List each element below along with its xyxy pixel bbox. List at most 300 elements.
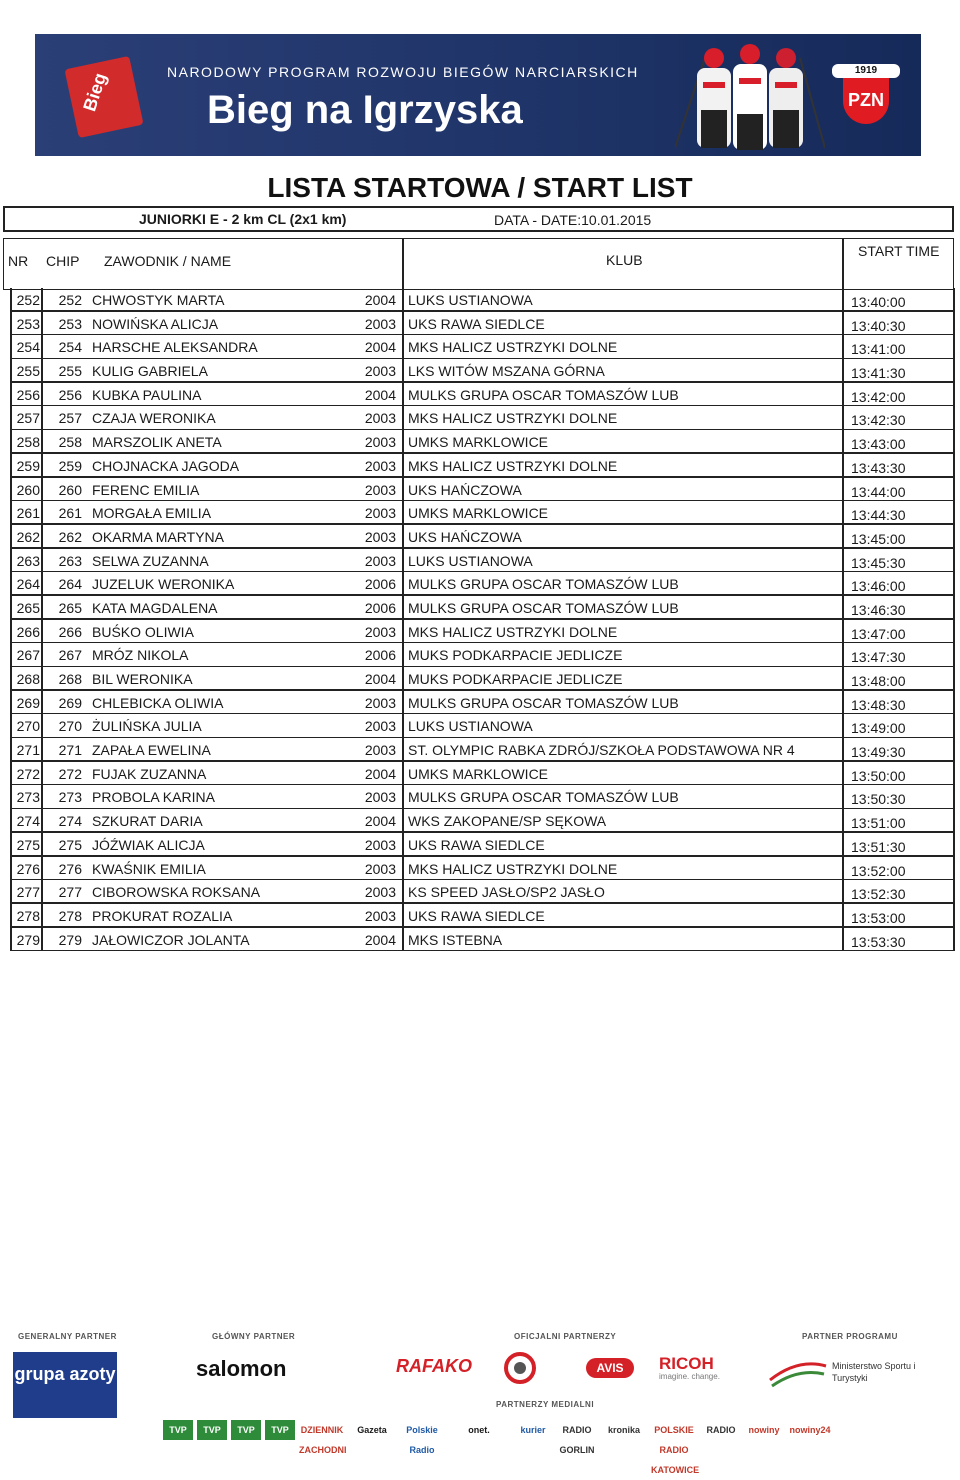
ministry-swoosh-icon xyxy=(768,1356,828,1390)
cell-name: FUJAK ZUZANNA xyxy=(92,765,207,782)
cell-club: UMKS MARKLOWICE xyxy=(408,434,549,451)
cell-name: JÓŹWIAK ALICJA xyxy=(92,836,205,853)
row-divider xyxy=(41,383,43,407)
media-partner-logo: kronika xyxy=(607,1425,640,1435)
cell-nr: 275 xyxy=(16,836,40,853)
row-divider xyxy=(402,762,404,786)
cell-nr: 252 xyxy=(16,292,40,308)
cell-nr: 264 xyxy=(16,576,40,593)
cell-name: MORGAŁA EMILIA xyxy=(92,505,212,522)
row-divider xyxy=(402,857,404,881)
table-row xyxy=(0,383,960,407)
cell-nr: 258 xyxy=(16,434,40,451)
row-divider xyxy=(842,928,844,952)
cell-year: 2003 xyxy=(364,315,396,332)
row-divider xyxy=(41,738,43,762)
cell-year: 2003 xyxy=(364,434,396,451)
row-divider xyxy=(953,383,955,407)
cell-club: UKS RAWA SIEDLCE xyxy=(408,836,545,853)
cell-year: 2003 xyxy=(364,505,396,522)
cell-year: 2003 xyxy=(364,694,396,711)
cell-chip: 271 xyxy=(58,742,82,759)
cell-club: MKS HALICZ USTRZYKI DOLNE xyxy=(408,410,618,427)
cell-year: 2004 xyxy=(364,339,396,356)
row-divider xyxy=(402,454,404,478)
cell-year: 2003 xyxy=(364,623,396,640)
row-divider xyxy=(953,785,955,809)
category-label: JUNIORKI E - 2 km CL (2x1 km) xyxy=(139,211,347,227)
row-divider xyxy=(41,904,43,928)
cell-name: ŻULIŃSKA JULIA xyxy=(92,718,202,735)
cell-year: 2003 xyxy=(364,410,396,427)
cell-name: JUZELUK WERONIKA xyxy=(92,576,235,593)
row-divider xyxy=(41,430,43,454)
row-divider xyxy=(41,928,43,952)
row-divider xyxy=(953,430,955,454)
row-divider xyxy=(953,572,955,596)
row-divider xyxy=(402,430,404,454)
cell-chip: 264 xyxy=(58,576,82,593)
cell-club: MUKS PODKARPACIE JEDLICZE xyxy=(408,647,623,664)
cell-start-time: 13:50:00 xyxy=(851,767,906,784)
media-partner-logo: TVP xyxy=(163,1420,193,1440)
table-row xyxy=(0,904,960,928)
cell-name: SELWA ZUZANNA xyxy=(92,552,209,569)
cell-club: UKS HAŃCZOWA xyxy=(408,481,522,498)
row-divider xyxy=(842,478,844,502)
media-partner-logo: Gazeta xyxy=(357,1425,387,1435)
row-divider xyxy=(41,785,43,809)
cell-club: MULKS GRUPA OSCAR TOMASZÓW LUB xyxy=(408,789,679,806)
row-divider xyxy=(402,714,404,738)
table-row xyxy=(0,880,960,904)
cell-club: UKS RAWA SIEDLCE xyxy=(408,907,545,924)
column-divider xyxy=(402,238,404,290)
table-row xyxy=(0,785,960,809)
row-divider xyxy=(842,312,844,336)
cell-chip: 269 xyxy=(58,694,82,711)
row-divider xyxy=(842,454,844,478)
row-divider xyxy=(402,525,404,549)
cell-year: 2003 xyxy=(364,907,396,924)
table-row xyxy=(0,857,960,881)
cell-year: 2004 xyxy=(364,813,396,830)
row-divider xyxy=(842,785,844,809)
cell-year: 2003 xyxy=(364,860,396,877)
cell-name: OKARMA MARTYNA xyxy=(92,528,224,545)
cell-year: 2006 xyxy=(364,647,396,664)
media-partner-logo: onet. xyxy=(468,1425,490,1435)
cell-name: CIBOROWSKA ROKSANA xyxy=(92,884,261,901)
row-divider xyxy=(402,383,404,407)
logo-text: Bieg xyxy=(79,70,111,114)
row-divider xyxy=(953,691,955,715)
row-divider xyxy=(842,620,844,644)
cell-name: FERENC EMILIA xyxy=(92,481,200,498)
table-row xyxy=(0,335,960,359)
cell-start-time: 13:40:00 xyxy=(851,294,906,310)
cell-name: NOWIŃSKA ALICJA xyxy=(92,315,219,332)
cell-start-time: 13:52:30 xyxy=(851,886,906,903)
row-divider xyxy=(842,525,844,549)
table-row xyxy=(0,312,960,336)
row-divider xyxy=(842,288,844,312)
row-divider xyxy=(953,549,955,573)
row-divider xyxy=(41,643,43,667)
cell-chip: 278 xyxy=(58,907,82,924)
row-divider xyxy=(953,738,955,762)
row-divider xyxy=(402,501,404,525)
row-divider xyxy=(402,596,404,620)
cell-chip: 268 xyxy=(58,671,82,687)
cell-nr: 266 xyxy=(16,623,40,640)
cell-year: 2003 xyxy=(364,481,396,498)
row-divider xyxy=(402,904,404,928)
cell-chip: 257 xyxy=(58,410,82,427)
cell-club: MKS HALICZ USTRZYKI DOLNE xyxy=(408,860,618,877)
media-partner-logo: RADIO xyxy=(706,1425,736,1435)
cell-chip: 258 xyxy=(58,434,82,451)
cell-chip: 254 xyxy=(58,339,82,356)
row-divider xyxy=(842,501,844,525)
row-divider xyxy=(41,572,43,596)
row-divider xyxy=(953,454,955,478)
cell-name: PROKURAT ROZALIA xyxy=(92,907,233,924)
media-partner-logo: nowiny xyxy=(748,1425,780,1435)
row-divider xyxy=(953,904,955,928)
cell-club: MULKS GRUPA OSCAR TOMASZÓW LUB xyxy=(408,599,679,616)
cell-start-time: 13:50:30 xyxy=(851,791,906,808)
row-divider xyxy=(842,596,844,620)
row-divider xyxy=(41,335,43,359)
cell-nr: 273 xyxy=(16,789,40,806)
row-divider xyxy=(953,833,955,857)
media-partner-logo: kurier xyxy=(520,1425,546,1435)
row-divider xyxy=(41,525,43,549)
column-header-time: START TIME xyxy=(858,243,940,259)
cell-year: 2004 xyxy=(364,671,396,687)
row-divider xyxy=(41,809,43,833)
cell-club: MULKS GRUPA OSCAR TOMASZÓW LUB xyxy=(408,386,679,403)
row-divider xyxy=(953,478,955,502)
cell-name: PROBOLA KARINA xyxy=(92,789,215,806)
ricoh-tagline: imagine. change. xyxy=(659,1372,720,1381)
row-divider xyxy=(41,312,43,336)
cell-nr: 256 xyxy=(16,386,40,403)
cell-year: 2004 xyxy=(364,765,396,782)
cell-start-time: 13:44:00 xyxy=(851,483,906,500)
row-divider xyxy=(842,359,844,383)
row-divider xyxy=(842,643,844,667)
row-divider xyxy=(842,833,844,857)
row-divider xyxy=(41,359,43,383)
row-divider xyxy=(41,501,43,525)
row-divider xyxy=(842,406,844,430)
row-divider xyxy=(953,312,955,336)
cell-name: BIL WERONIKA xyxy=(92,671,193,687)
row-divider xyxy=(953,359,955,383)
cell-chip: 255 xyxy=(58,363,82,380)
cell-chip: 253 xyxy=(58,315,82,332)
pzn-text: PZN xyxy=(848,90,884,110)
row-divider xyxy=(842,738,844,762)
row-divider xyxy=(402,833,404,857)
cell-nr: 265 xyxy=(16,599,40,616)
cell-nr: 261 xyxy=(16,505,40,522)
column-header-name: ZAWODNIK / NAME xyxy=(104,253,232,269)
table-row xyxy=(0,928,960,952)
row-divider xyxy=(953,762,955,786)
row-divider xyxy=(402,928,404,952)
row-divider xyxy=(953,596,955,620)
cell-chip: 265 xyxy=(58,599,82,616)
cell-club: UMKS MARKLOWICE xyxy=(408,505,549,522)
cell-year: 2003 xyxy=(364,742,396,759)
table-row xyxy=(0,359,960,383)
cell-start-time: 13:51:00 xyxy=(851,815,906,832)
cell-nr: 260 xyxy=(16,481,40,498)
cell-name: BUŚKO OLIWIA xyxy=(92,623,194,640)
table-row xyxy=(0,667,960,691)
row-divider xyxy=(402,620,404,644)
cell-club: KS SPEED JASŁO/SP2 JASŁO xyxy=(408,884,605,901)
row-divider xyxy=(41,833,43,857)
skiers-photo xyxy=(675,38,825,156)
cell-chip: 260 xyxy=(58,481,82,498)
cell-name: HARSCHE ALEKSANDRA xyxy=(92,339,258,356)
row-divider xyxy=(842,880,844,904)
table-row xyxy=(0,288,960,312)
row-divider xyxy=(41,620,43,644)
cell-club: UKS HAŃCZOWA xyxy=(408,528,522,545)
cell-chip: 279 xyxy=(58,931,82,948)
ctos-logo xyxy=(496,1352,544,1386)
row-divider xyxy=(41,857,43,881)
cell-nr: 276 xyxy=(16,860,40,877)
cell-nr: 263 xyxy=(16,552,40,569)
table-row xyxy=(0,809,960,833)
row-divider xyxy=(953,335,955,359)
general-partner-label: GENERALNY PARTNER xyxy=(18,1332,117,1341)
cell-start-time: 13:53:30 xyxy=(851,933,906,950)
cell-start-time: 13:53:00 xyxy=(851,909,906,926)
cell-start-time: 13:40:30 xyxy=(851,317,906,334)
row-divider xyxy=(41,549,43,573)
cell-club: UMKS MARKLOWICE xyxy=(408,765,549,782)
cell-chip: 270 xyxy=(58,718,82,735)
cell-club: MKS HALICZ USTRZYKI DOLNE xyxy=(408,457,618,474)
cell-start-time: 13:47:00 xyxy=(851,625,906,642)
cell-club: LUKS USTIANOWA xyxy=(408,292,533,308)
cell-start-time: 13:42:00 xyxy=(851,388,906,405)
column-divider xyxy=(842,238,844,290)
row-divider xyxy=(41,880,43,904)
row-divider xyxy=(953,620,955,644)
cell-club: WKS ZAKOPANE/SP SĘKOWA xyxy=(408,813,607,830)
cell-chip: 256 xyxy=(58,386,82,403)
row-divider xyxy=(41,454,43,478)
row-divider xyxy=(41,406,43,430)
cell-start-time: 13:43:00 xyxy=(851,436,906,453)
row-divider xyxy=(41,762,43,786)
cell-chip: 275 xyxy=(58,836,82,853)
cell-year: 2004 xyxy=(364,292,396,308)
cell-name: CHLEBICKA OLIWIA xyxy=(92,694,224,711)
banner-subtitle: NARODOWY PROGRAM ROZWOJU BIEGÓW NARCIARSKICH xyxy=(167,64,639,80)
row-divider xyxy=(842,904,844,928)
media-partner-logo: POLSKIE RADIO KATOWICE xyxy=(651,1425,700,1475)
row-divider xyxy=(402,406,404,430)
cell-club: MUKS PODKARPACIE JEDLICZE xyxy=(408,671,623,687)
cell-nr: 274 xyxy=(16,813,40,830)
table-row xyxy=(0,643,960,667)
row-divider xyxy=(402,667,404,691)
row-divider xyxy=(402,572,404,596)
row-divider xyxy=(842,549,844,573)
cell-name: CZAJA WERONIKA xyxy=(92,410,216,427)
cell-nr: 279 xyxy=(16,931,40,948)
cell-year: 2003 xyxy=(364,836,396,853)
cell-chip: 273 xyxy=(58,789,82,806)
cell-year: 2003 xyxy=(364,528,396,545)
cell-chip: 267 xyxy=(58,647,82,664)
cell-club: LKS WITÓW MSZANA GÓRNA xyxy=(408,363,605,380)
row-divider xyxy=(41,288,43,312)
cell-name: KUBKA PAULINA xyxy=(92,386,202,403)
cell-club: LUKS USTIANOWA xyxy=(408,718,533,735)
row-divider xyxy=(402,738,404,762)
cell-start-time: 13:45:00 xyxy=(851,530,906,547)
cell-name: ZAPAŁA EWELINA xyxy=(92,742,211,759)
ministry-logo: Ministerstwo Sportu i Turystyki xyxy=(832,1361,916,1383)
cell-year: 2006 xyxy=(364,599,396,616)
cell-nr: 259 xyxy=(16,457,40,474)
cell-start-time: 13:47:30 xyxy=(851,649,906,666)
ricoh-logo: RICOH xyxy=(659,1354,714,1373)
page-title: LISTA STARTOWA / START LIST xyxy=(267,172,693,203)
cell-club: UKS RAWA SIEDLCE xyxy=(408,315,545,332)
cell-chip: 276 xyxy=(58,860,82,877)
table-row xyxy=(0,714,960,738)
cell-name: CHOJNACKA JAGODA xyxy=(92,457,240,474)
cell-nr: 278 xyxy=(16,907,40,924)
cell-club: MKS ISTEBNA xyxy=(408,931,503,948)
table-row xyxy=(0,478,960,502)
media-partner-logo: RADIO GORLIN xyxy=(559,1425,595,1455)
cell-chip: 274 xyxy=(58,813,82,830)
media-partner-logo: nowiny24 xyxy=(789,1425,831,1435)
cell-name: CHWOSTYK MARTA xyxy=(92,292,225,308)
cell-start-time: 13:48:00 xyxy=(851,673,906,689)
cell-chip: 263 xyxy=(58,552,82,569)
table-row xyxy=(0,762,960,786)
cell-name: JAŁOWICZOR JOLANTA xyxy=(92,931,250,948)
row-divider xyxy=(402,359,404,383)
table-row xyxy=(0,833,960,857)
cell-start-time: 13:46:30 xyxy=(851,601,906,618)
row-divider xyxy=(402,478,404,502)
row-divider xyxy=(402,549,404,573)
cell-nr: 268 xyxy=(16,671,40,687)
row-divider xyxy=(842,383,844,407)
row-divider xyxy=(842,714,844,738)
cell-year: 2004 xyxy=(364,386,396,403)
row-divider xyxy=(402,880,404,904)
cell-club: ST. OLYMPIC RABKA ZDRÓJ/SZKOŁA PODSTAWOWA NR 4 xyxy=(408,742,795,759)
pzn-year: 1919 xyxy=(832,64,900,78)
cell-nr: 253 xyxy=(16,315,40,332)
table-row xyxy=(0,572,960,596)
row-divider xyxy=(402,643,404,667)
row-divider xyxy=(842,430,844,454)
cell-nr: 269 xyxy=(16,694,40,711)
media-partner-logo: TVP xyxy=(231,1420,261,1440)
row-divider xyxy=(402,809,404,833)
table-row xyxy=(0,620,960,644)
cell-start-time: 13:41:00 xyxy=(851,341,906,358)
cell-nr: 271 xyxy=(16,742,40,759)
row-divider xyxy=(953,667,955,691)
cell-nr: 257 xyxy=(16,410,40,427)
start-list-table xyxy=(0,288,960,951)
row-divider xyxy=(842,667,844,691)
cell-nr: 270 xyxy=(16,718,40,735)
media-partner-logo: TVP xyxy=(265,1420,295,1440)
avis-logo: AVIS xyxy=(586,1358,634,1378)
row-divider xyxy=(41,478,43,502)
header-banner xyxy=(35,34,921,156)
cell-nr: 267 xyxy=(16,647,40,664)
cell-chip: 277 xyxy=(58,884,82,901)
cell-year: 2003 xyxy=(364,552,396,569)
cell-start-time: 13:44:30 xyxy=(851,507,906,524)
row-divider xyxy=(953,288,955,312)
cell-year: 2003 xyxy=(364,884,396,901)
cell-start-time: 13:51:30 xyxy=(851,838,906,855)
cell-name: KWAŚNIK EMILIA xyxy=(92,860,206,877)
cell-chip: 261 xyxy=(58,505,82,522)
official-partners-label: OFICJALNI PARTNERZY xyxy=(514,1332,617,1341)
row-divider xyxy=(953,406,955,430)
cell-start-time: 13:42:30 xyxy=(851,412,906,429)
row-divider xyxy=(402,312,404,336)
row-divider xyxy=(41,691,43,715)
cell-nr: 254 xyxy=(16,339,40,356)
cell-start-time: 13:52:00 xyxy=(851,862,906,879)
cell-nr: 262 xyxy=(16,528,40,545)
row-divider xyxy=(842,691,844,715)
cell-start-time: 13:49:00 xyxy=(851,720,906,737)
row-divider xyxy=(41,714,43,738)
cell-name: KATA MAGDALENA xyxy=(92,599,218,616)
row-divider xyxy=(953,501,955,525)
table-row xyxy=(0,549,960,573)
cell-year: 2003 xyxy=(364,789,396,806)
table-row xyxy=(0,406,960,430)
bieg-na-igrzyska-logo xyxy=(64,56,143,138)
program-partner-label: PARTNER PROGRAMU xyxy=(802,1332,898,1341)
cell-year: 2004 xyxy=(364,931,396,948)
main-partner-label: GŁÓWNY PARTNER xyxy=(212,1332,296,1341)
cell-nr: 272 xyxy=(16,765,40,782)
row-divider xyxy=(402,288,404,312)
row-divider xyxy=(402,335,404,359)
row-divider xyxy=(842,572,844,596)
banner-title: Bieg na Igrzyska xyxy=(207,88,523,132)
rafako-logo: RAFAKO xyxy=(396,1356,472,1376)
cell-name: MRÓZ NIKOLA xyxy=(92,647,189,664)
cell-club: MKS HALICZ USTRZYKI DOLNE xyxy=(408,339,618,356)
